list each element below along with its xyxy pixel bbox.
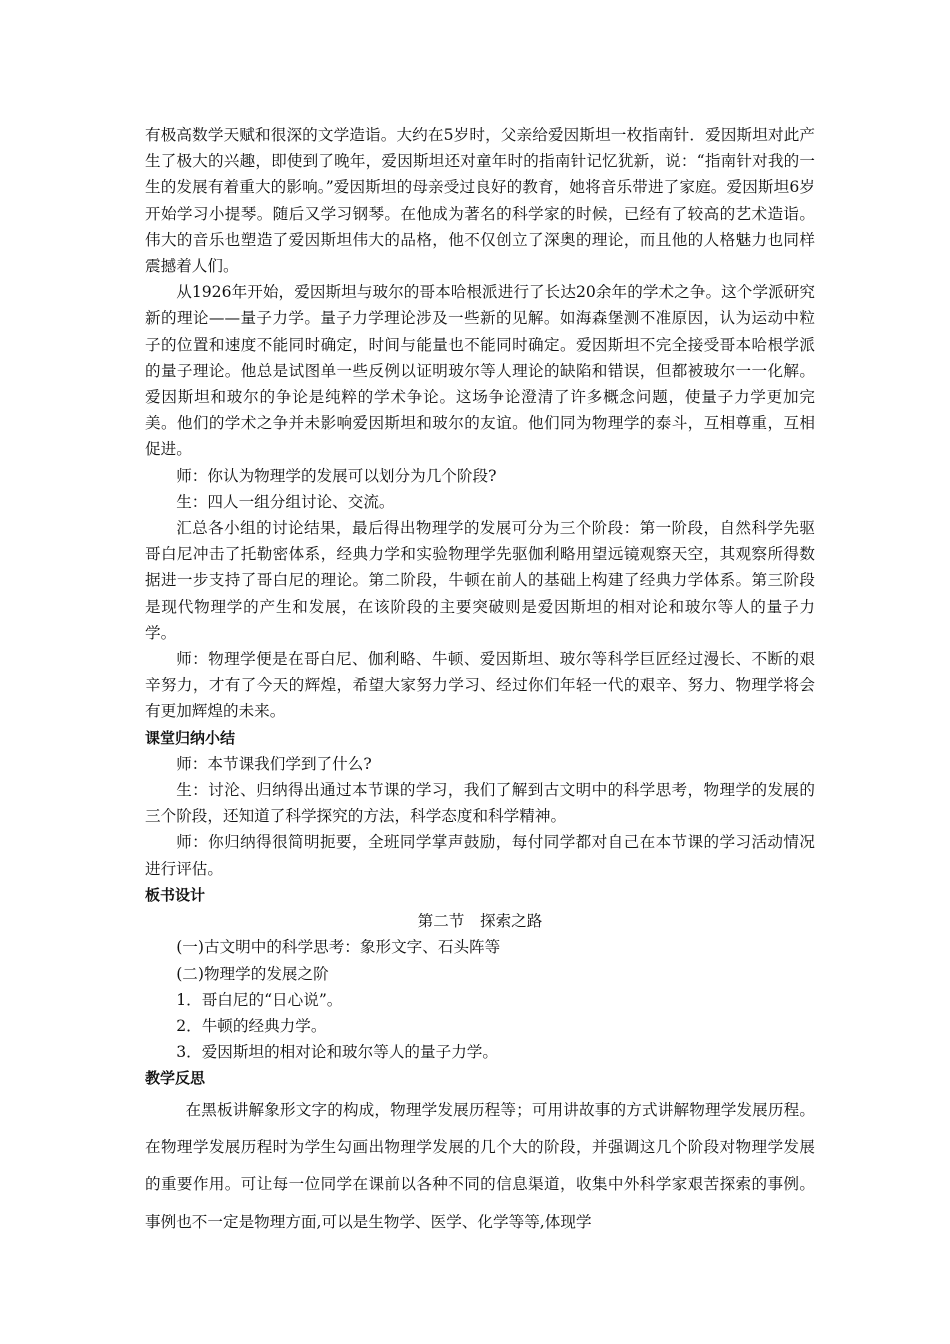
summary-student-answer: 生：讨沦、归纳得出通过本节课的学习，我们了解到古文明中的科学思考，物理学的发展的三个阶段，还知道了科学探究的方法，科学态度和科学精神。 [145, 781, 815, 826]
paragraph-student-answer: 生：四人一组分组讨论、交流。 [176, 492, 395, 511]
board-item: 3．爱因斯坦的相对论和玻尔等人的量子力学。 [176, 1043, 498, 1062]
summary-teacher-question: 师：本节课我们学到了什么? [176, 754, 372, 773]
board-item: (二)物理学的发展之阶 [176, 964, 329, 983]
paragraph-three-stages: 汇总各小组的讨论结果，最后得出物理学的发展可分为三个阶段：第一阶段，自然科学先驱哥白尼冲击了托勒密体系，经典力学和实验物理学先驱伽利略用望远镜观察天空，其观察所得数据进一步支持了哥白尼的理论。第二阶段，牛顿在前人的基础上构建了经典力学体系。第三阶段是现代物理学的产生和发展，在该阶段的主要突破则是爱因斯坦的相对论和玻尔等人的量子力学。 [145, 519, 815, 642]
board-item: 2．牛顿的经典力学。 [176, 1016, 327, 1035]
reflection-text: 在黑板讲解象形文字的构成，物理学发展历程等；可用讲故事的方式讲解物理学发展历程。在物理学发展历程时为学生勾画出物理学发展的几个大的阶段，并强调这几个阶段对物理学发展的重要作用。可让每一位同学在课前以各种不同的信息渠道，收集中外科学家艰苦探索的事例。事例也不一定是物理方面,可以是生物学、医学、化学等等,体现学 [145, 1100, 815, 1231]
document-page [145, 122, 815, 1241]
paragraph-teacher-conclusion: 师：物理学便是在哥白尼、伽利略、牛顿、爱因斯坦、玻尔等科学巨匠经过漫长、不断的艰辛努力，才有了今天的辉煌，希望大家努力学习、经过你们年轻一代的艰辛、努力、物理学将会有更加辉煌的未来。 [145, 650, 815, 721]
section-heading-reflection: 教学反思 [145, 1069, 206, 1088]
summary-teacher-comment: 师：你归纳得很简明扼要，全班同学掌声鼓励，每付同学都对自己在本节课的学习活动情况进行评估。 [145, 833, 815, 878]
board-title: 第二节 探索之路 [417, 912, 543, 931]
paragraph-teacher-question: 师：你认为物理学的发展可以划分为几个阶段? [176, 466, 497, 485]
section-heading-summary: 课堂归纳小结 [145, 728, 236, 747]
paragraph-einstein-childhood: 有极高数学天赋和很深的文学造诣。大约在5岁时，父亲给爱因斯坦一枚指南针．爱因斯坦对此产生了极大的兴趣，即使到了晚年，爱因斯坦还对童年时的指南针记忆犹新，说：“指南针对我的一生的发展有着重大的影响。”爱因斯坦的母亲受过良好的教育，她将音乐带进了家庭。爱因斯坦6岁开始学习小提琴。随后又学习钢琴。在他成为著名的科学家的时候，已经有了较高的艺术造诣。伟大的音乐也塑造了爱因斯坦伟大的品格，他不仅创立了深奥的理论，而且他的人格魅力也同样震撼着人们。 [145, 126, 815, 276]
paragraph-einstein-bohr-debate: 从1926年开始，爱因斯坦与玻尔的哥本哈根派进行了长达20余年的学术之争。这个学派研究新的理论——量子力学。量子力学理论涉及一些新的见解。如海森堡测不准原因，认为运动中粒子的位置和速度不能同时确定，时间与能量也不能同时确定。爱因斯坦不完全接受哥本哈根学派的量子理论。他总是试图单一些反例以证明玻尔等人理论的缺陷和错误，但都被玻尔一一化解。爱因斯坦和玻尔的争论是纯粹的学术争论。这场争论澄清了许多概念问题，使量子力学更加完美。他们的学术之争并未影响爱因斯坦和玻尔的友谊。他们同为物理学的泰斗，互相尊重，互相促进。 [145, 283, 815, 459]
board-item: (一)古文明中的科学思考：象形文字、石头阵等 [176, 938, 501, 957]
section-heading-board-design: 板书设计 [145, 885, 206, 904]
board-item: 1．哥白尼的“日心说”。 [176, 990, 343, 1009]
